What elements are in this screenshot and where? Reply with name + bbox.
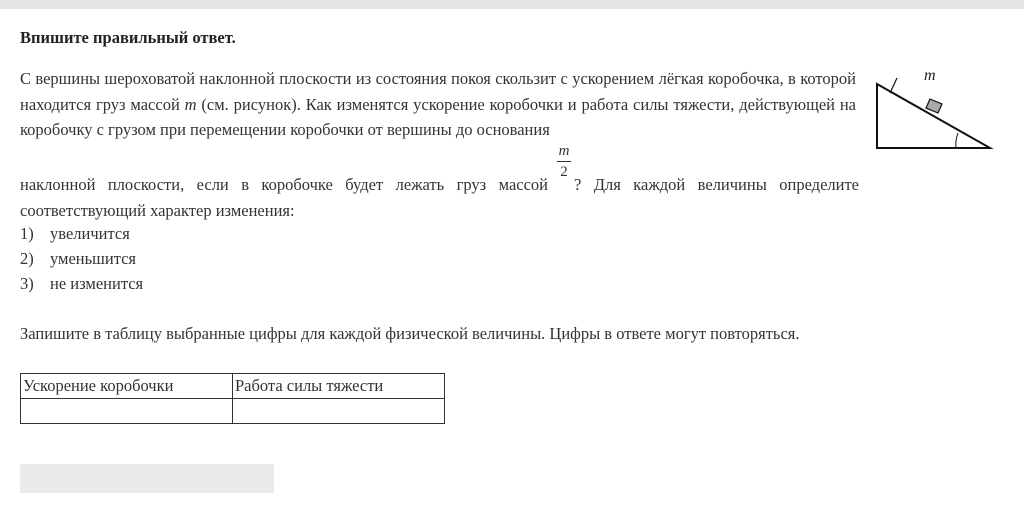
task-paragraph-b xyxy=(20,172,859,223)
top-bar xyxy=(0,0,1024,9)
option-number: 3) xyxy=(20,274,34,293)
option-text: уменьшится xyxy=(50,249,137,268)
figure-mass-label: m xyxy=(924,67,936,84)
paragraph-b-part-1: наклонной плоскости, если в коробочке будет лежать груз массой xyxy=(20,175,548,194)
angle-arc xyxy=(956,133,958,148)
header-gravity-work: Работа силы тяжести xyxy=(233,374,445,399)
task-instruction: Впишите правильный ответ. xyxy=(20,28,236,47)
answer-table-header-row xyxy=(21,374,445,399)
incline-triangle xyxy=(877,84,990,148)
paragraph-a-part-1: С вершины шероховатой наклонной плоскости из состояния покоя скользит с ускорением лёгкая коробочка, в которой находится груз массой xyxy=(20,69,856,114)
answer-cell-acceleration[interactable] xyxy=(21,399,233,424)
answer-table xyxy=(20,373,445,424)
fraction-numerator: m xyxy=(557,142,571,162)
option-number: 2) xyxy=(20,249,34,268)
option-text: увеличится xyxy=(50,224,130,243)
fraction-denominator: 2 xyxy=(560,164,568,180)
option-item xyxy=(20,224,130,244)
paragraph-b-part-2: ? Для каждой величины определите соответствующий характер изменения: xyxy=(20,175,859,220)
top-edge-tick xyxy=(890,78,897,93)
answer-input[interactable] xyxy=(20,464,274,493)
option-item xyxy=(20,274,143,294)
table-instruction: Запишите в таблицу выбранные цифры для каждой физической величины. Цифры в ответе могут повторяться. xyxy=(20,324,800,343)
answer-table-value-row xyxy=(21,399,445,424)
option-item xyxy=(20,249,136,269)
option-number: 1) xyxy=(20,224,34,243)
answer-cell-gravity-work[interactable] xyxy=(233,399,445,424)
header-acceleration: Ускорение коробочки xyxy=(21,374,233,399)
box-with-load xyxy=(926,99,942,113)
inclined-plane-figure xyxy=(870,62,996,154)
paragraph-a-part-2: (см. рисунок). Как изменятся ускорение коробочки и работа силы тяжести, действующей на коробочку с грузом при перемещении коробочки от вершины до основания xyxy=(20,94,856,139)
mass-symbol: m xyxy=(184,94,197,114)
task-paragraph-a xyxy=(20,66,856,143)
option-text: не изменится xyxy=(50,274,144,293)
